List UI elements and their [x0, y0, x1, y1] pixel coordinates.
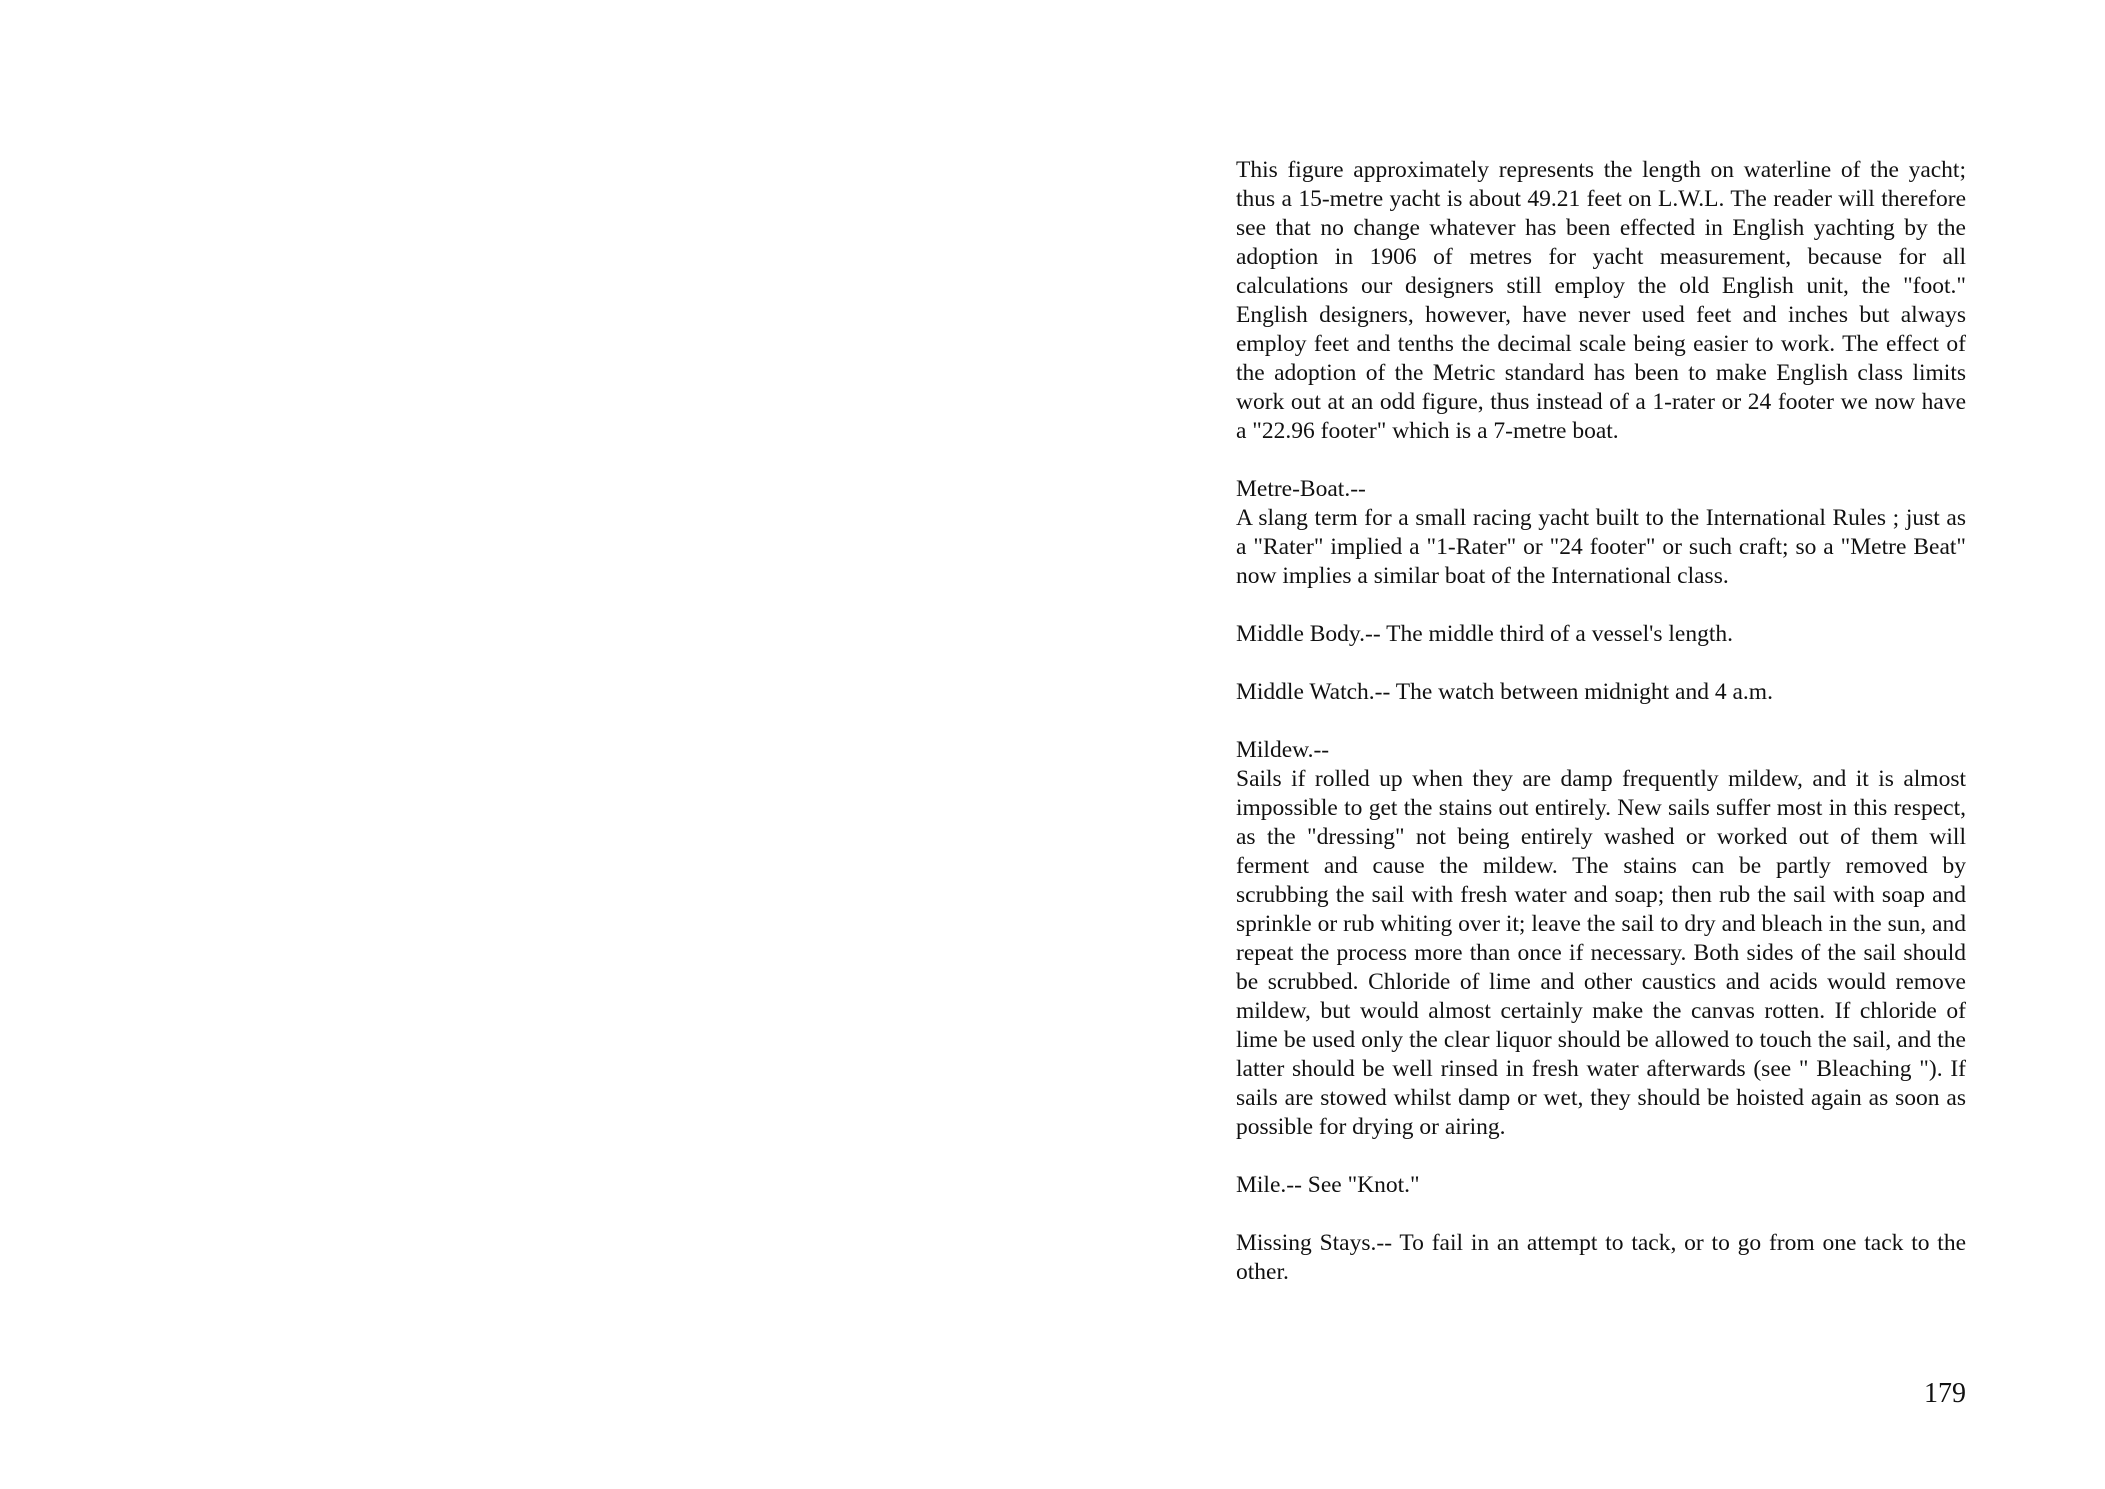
entry-heading: Mildew.-- — [1236, 737, 1330, 763]
entry-mile: Mile.-- See "Knot." — [1236, 1172, 1420, 1198]
entry-middle-watch: Middle Watch.-- The watch between midnight and 4 a.m. — [1236, 679, 1773, 705]
intro-paragraph: This figure approximately represents the length on waterline of the yacht; thus a 15-metre yacht is about 49.21 feet on L.W.L. The reader will therefore see that no change whatever has been effected in English yachting by the adoption in 1906 of metres for yacht measurement, because for all calculations our designers still employ the old English unit, the "foot." English designers, however, have never used feet and inches but always employ feet and tenths the decimal scale being easier to work. The effect of the adoption of the Metric standard has been to make English class limits work out at an odd figure, thus instead of a 1-rater or 24 footer we now have a "22.96 footer" which is a 7-metre boat. — [1236, 157, 1966, 444]
page-number: 179 — [1924, 1378, 1966, 1409]
entry-body: A slang term for a small racing yacht built to the International Rules ; just as a "Rater" implied a "1-Rater" or "24 footer" or such craft; so a "Metre Beat" now implies a similar boat of the International class. — [1236, 505, 1966, 589]
entry-metre-boat — [1236, 475, 1966, 591]
entry-heading: Metre-Boat.-- — [1236, 476, 1366, 502]
left-page-blank — [0, 0, 1052, 1489]
page-text — [1236, 156, 1966, 1316]
entry-middle-body: Middle Body.-- The middle third of a vessel's length. — [1236, 621, 1733, 647]
entry-body: Sails if rolled up when they are damp frequently mildew, and it is almost impossible to get the stains out entirely. New sails suffer most in this respect, as the "dressing" not being entirely washed or worked out of them will ferment and cause the mildew. The stains can be partly removed by scrubbing the sail with fresh water and soap; then rub the sail with soap and sprinkle or rub whiting over it; leave the sail to dry and bleach in the sun, and repeat the process more than once if necessary. Both sides of the sail should be scrubbed. Chloride of lime and other caustics and acids would remove mildew, but would almost certainly make the canvas rotten. If chloride of lime be used only the clear liquor should be allowed to touch the sail, and the latter should be well rinsed in fresh water afterwards (see " Bleaching "). If sails are stowed whilst damp or wet, they should be hoisted again as soon as possible for drying or airing. — [1236, 766, 1966, 1140]
right-page — [1052, 0, 2105, 1489]
entry-missing-stays: Missing Stays.-- To fail in an attempt to tack, or to go from one tack to the other. — [1236, 1230, 1966, 1285]
entry-mildew — [1236, 736, 1966, 1142]
